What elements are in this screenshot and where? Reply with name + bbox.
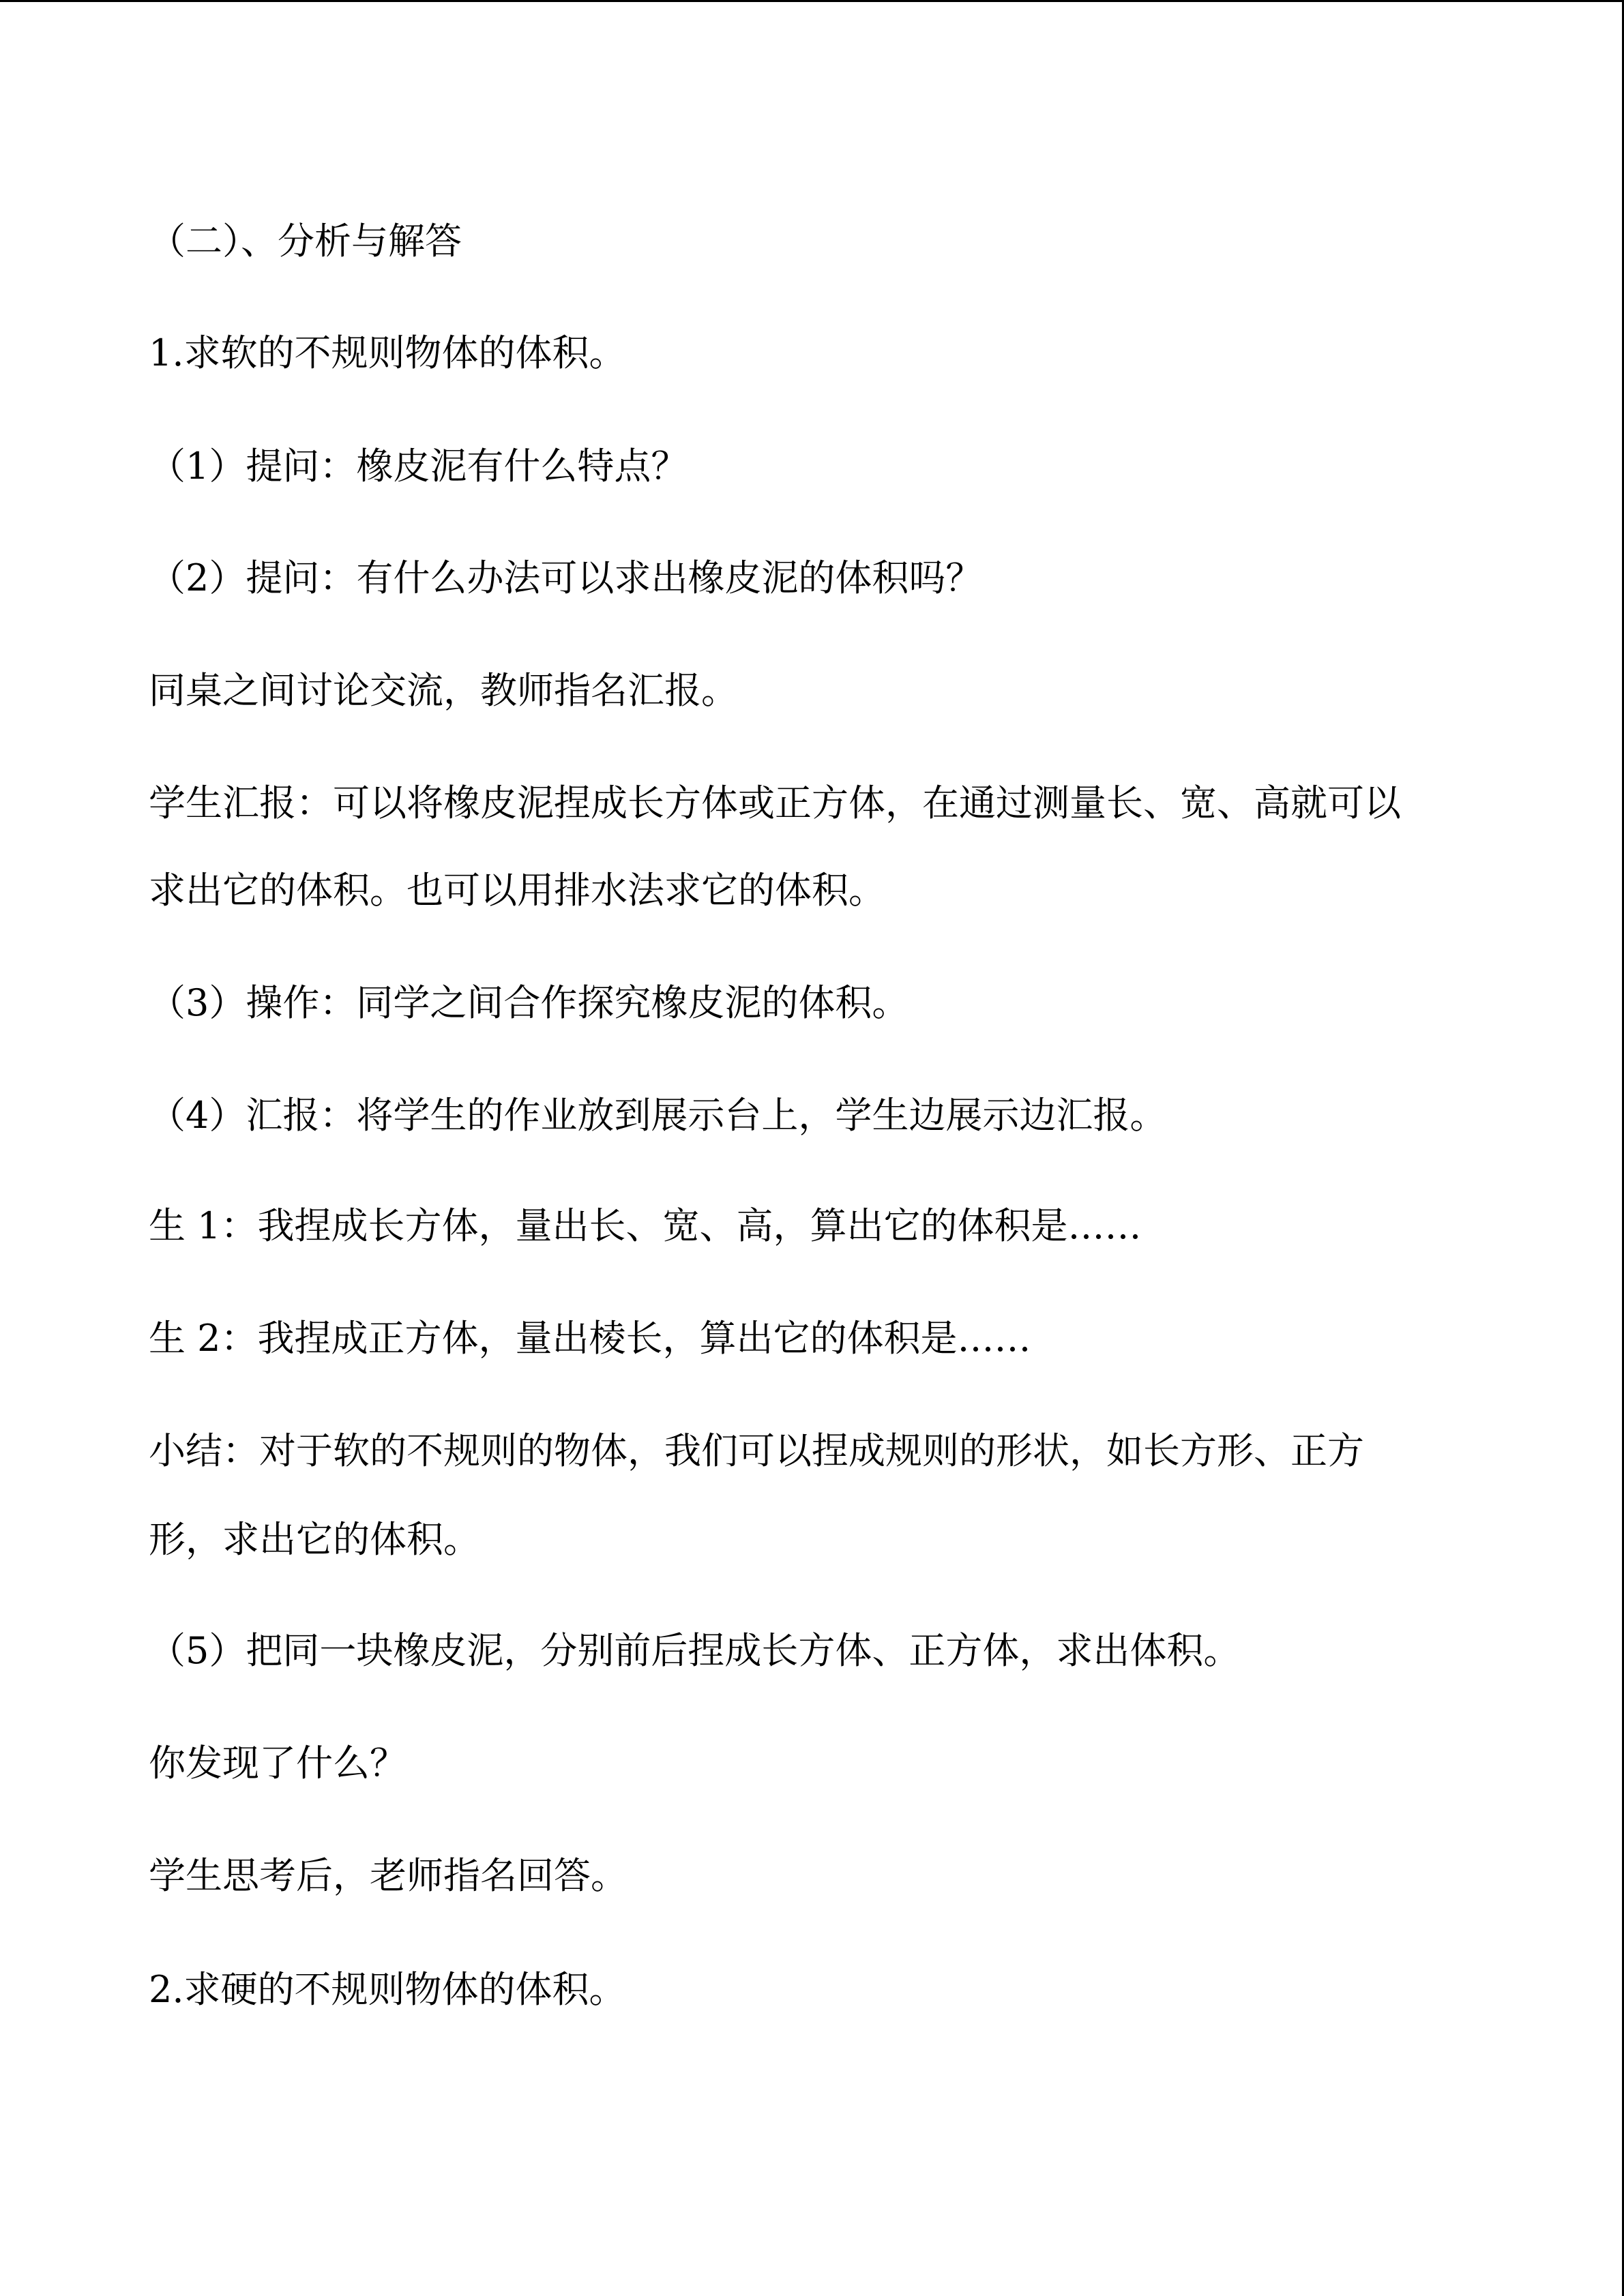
- paragraph-student-report-line-2: 求出它的体积。也可以用排水法求它的体积。: [149, 869, 885, 912]
- section-heading: （二）、分析与解答: [149, 220, 462, 263]
- step-5-task: （5）把同一块橡皮泥，分别前后捏成长方体、正方体，求出体积。: [149, 1629, 1241, 1672]
- summary-line-1: 小结：对于软的不规则的物体，我们可以捏成规则的形状，如长方形、正方: [149, 1429, 1364, 1472]
- summary-line-2: 形，求出它的体积。: [149, 1518, 480, 1561]
- paragraph-discussion: 同桌之间讨论交流，教师指名汇报。: [149, 669, 738, 712]
- topic-heading-soft-objects: 1.求软的不规则物体的体积。: [149, 331, 626, 374]
- step-4-report: （4）汇报：将学生的作业放到展示台上，学生边展示边汇报。: [149, 1094, 1167, 1137]
- paragraph-student-thinking: 学生思考后，老师指名回答。: [149, 1854, 628, 1897]
- topic-heading-hard-objects: 2.求硬的不规则物体的体积。: [149, 1968, 626, 2011]
- question-1: （1）提问：橡皮泥有什么特点？: [149, 445, 688, 488]
- question-what-found: 你发现了什么？: [149, 1742, 407, 1785]
- student-2-answer: 生 2：我捏成正方体，量出棱长，算出它的体积是……: [149, 1317, 1031, 1360]
- step-3-operation: （3）操作：同学之间合作探究橡皮泥的体积。: [149, 981, 909, 1024]
- question-2: （2）提问：有什么办法可以求出橡皮泥的体积吗？: [149, 556, 983, 599]
- paragraph-student-report-line-1: 学生汇报：可以将橡皮泥捏成长方体或正方体，在通过测量长、宽、高就可以: [149, 781, 1401, 824]
- student-1-answer: 生 1：我捏成长方体，量出长、宽、高，算出它的体积是……: [149, 1204, 1142, 1247]
